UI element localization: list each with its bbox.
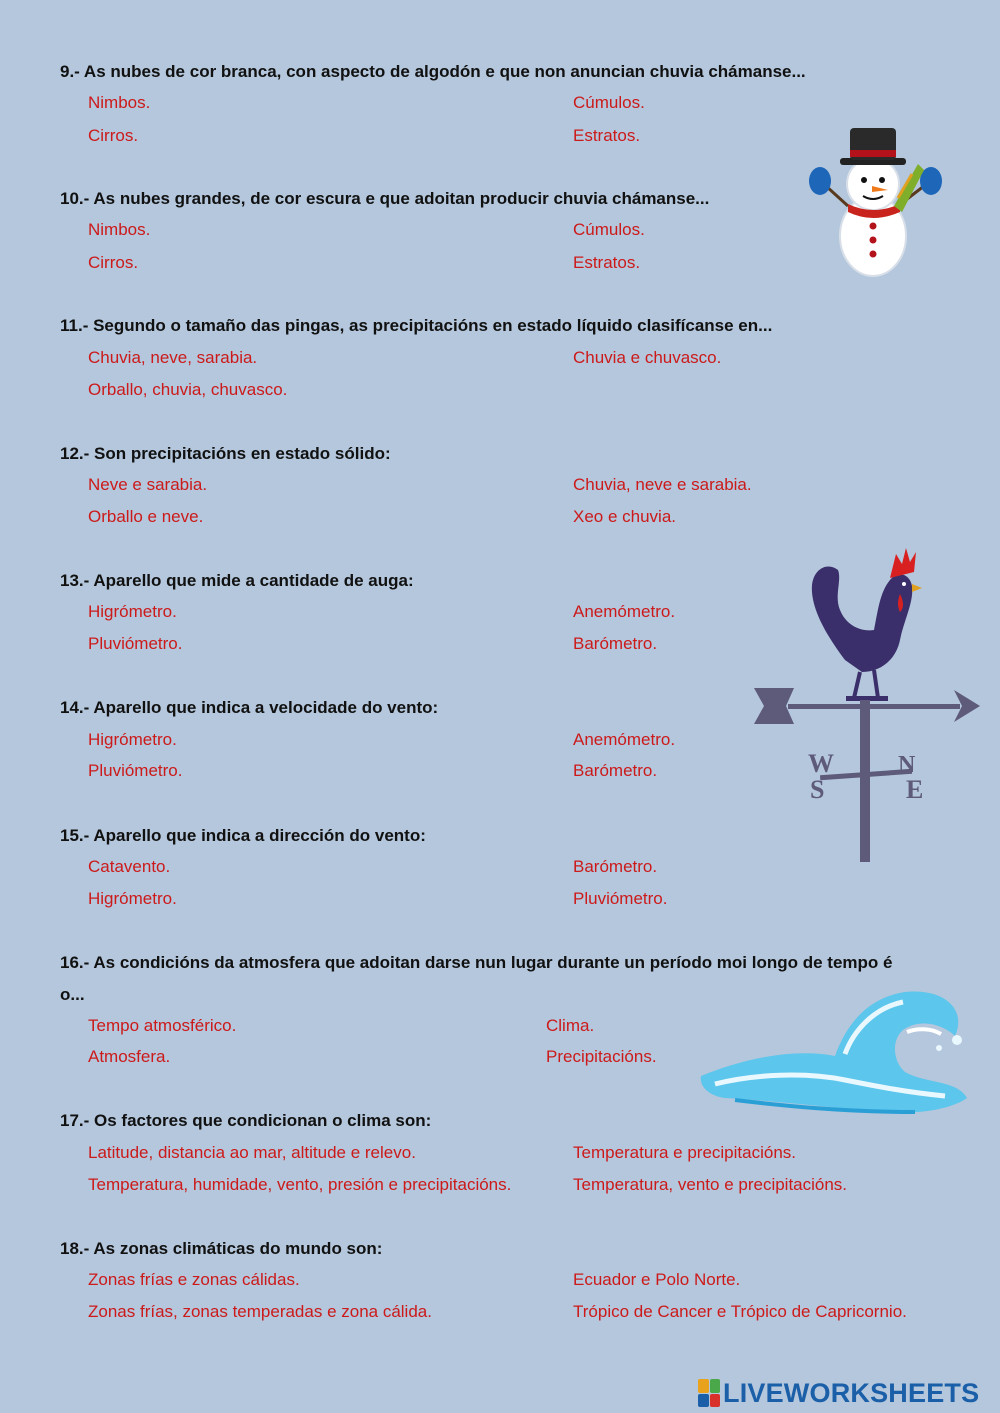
q11-option-1[interactable]: Chuvia, neve, sarabia. [88, 348, 258, 367]
question-11: 11.- Segundo o tamaño das pingas, as precipitacións en estado líquido clasifícanse en... [60, 316, 773, 335]
q15-option-barometro[interactable]: Barómetro. [573, 857, 658, 876]
weathervane-illustration [750, 540, 982, 865]
question-15: 15.- Aparello que indica a dirección do vento: [60, 826, 426, 845]
q18-option-3[interactable]: Zonas frías, zonas temperadas e zona cálida. [88, 1302, 432, 1321]
q13-option-pluviometro[interactable]: Pluviómetro. [88, 634, 183, 653]
q11-option-3[interactable]: Orballo, chuvia, chuvasco. [88, 380, 288, 399]
q9-option-estratos[interactable]: Estratos. [573, 126, 641, 145]
q9-option-nimbos[interactable]: Nimbos. [88, 93, 151, 112]
q16-option-clima[interactable]: Clima. [546, 1016, 595, 1035]
q16-option-precipitacions[interactable]: Precipitacións. [546, 1047, 657, 1066]
q13-option-anemometro[interactable]: Anemómetro. [573, 602, 676, 621]
weathervane-letter-e: E [906, 775, 924, 804]
weathervane-letter-w: W [808, 749, 834, 778]
q17-option-3[interactable]: Temperatura, humidade, vento, presión e precipitacións. [88, 1175, 512, 1194]
weathervane-letter-s: S [810, 775, 825, 804]
q18-option-1[interactable]: Zonas frías e zonas cálidas. [88, 1270, 300, 1289]
question-9: 9.- As nubes de cor branca, con aspecto de algodón e que non anuncian chuvia chámanse... [60, 62, 806, 81]
q17-option-4[interactable]: Temperatura, vento e precipitacións. [573, 1175, 848, 1194]
q15-option-pluviometro[interactable]: Pluviómetro. [573, 889, 668, 908]
q10-option-cumulos[interactable]: Cúmulos. [573, 220, 645, 239]
question-17: 17.- Os factores que condicionan o clima son: [60, 1111, 432, 1130]
q14-option-higrometro[interactable]: Higrómetro. [88, 730, 177, 749]
question-14: 14.- Aparello que indica a velocidade do vento: [60, 698, 439, 717]
question-10: 10.- As nubes grandes, de cor escura e que adoitan producir chuvia chámanse... [60, 189, 710, 208]
q15-option-catavento[interactable]: Catavento. [88, 857, 171, 876]
liveworksheets-logo [698, 1376, 979, 1410]
q13-option-barometro[interactable]: Barómetro. [573, 634, 658, 653]
weathervane-letter-n: N [898, 752, 916, 778]
q12-option-4[interactable]: Xeo e chuvia. [573, 507, 677, 526]
q10-option-nimbos[interactable]: Nimbos. [88, 220, 151, 239]
question-18: 18.- As zonas climáticas do mundo son: [60, 1239, 383, 1258]
q11-option-2[interactable]: Chuvia e chuvasco. [573, 348, 722, 367]
q18-option-2[interactable]: Ecuador e Polo Norte. [573, 1270, 741, 1289]
q14-option-pluviometro[interactable]: Pluviómetro. [88, 761, 183, 780]
q17-option-1[interactable]: Latitude, distancia ao mar, altitude e relevo. [88, 1143, 416, 1162]
q15-option-higrometro[interactable]: Higrómetro. [88, 889, 177, 908]
logo-text: LIVEWORKSHEETS [723, 1377, 980, 1408]
q10-option-estratos[interactable]: Estratos. [573, 253, 641, 272]
q18-option-4[interactable]: Trópico de Cancer e Trópico de Capricornio. [573, 1302, 907, 1321]
q9-option-cumulos[interactable]: Cúmulos. [573, 93, 645, 112]
question-12: 12.- Son precipitacións en estado sólido: [60, 444, 391, 463]
logo-badge-icon [698, 1379, 720, 1407]
q9-option-cirros[interactable]: Cirros. [88, 126, 139, 145]
wave-illustration [695, 988, 975, 1128]
snowman-illustration [806, 124, 951, 280]
q12-option-3[interactable]: Orballo e neve. [88, 507, 204, 526]
q14-option-anemometro[interactable]: Anemómetro. [573, 730, 676, 749]
q12-option-1[interactable]: Neve e sarabia. [88, 475, 208, 494]
q12-option-2[interactable]: Chuvia, neve e sarabia. [573, 475, 752, 494]
q10-option-cirros[interactable]: Cirros. [88, 253, 139, 272]
q13-option-higrometro[interactable]: Higrómetro. [88, 602, 177, 621]
q17-option-2[interactable]: Temperatura e precipitacións. [573, 1143, 797, 1162]
q14-option-barometro[interactable]: Barómetro. [573, 761, 658, 780]
question-16: 16.- As condicións da atmosfera que adoitan darse nun lugar durante un período moi longo de tempo é o... [60, 953, 893, 1004]
question-13: 13.- Aparello que mide a cantidade de auga: [60, 571, 414, 590]
q16-option-tempo[interactable]: Tempo atmosférico. [88, 1016, 237, 1035]
q16-option-atmosfera[interactable]: Atmosfera. [88, 1047, 171, 1066]
